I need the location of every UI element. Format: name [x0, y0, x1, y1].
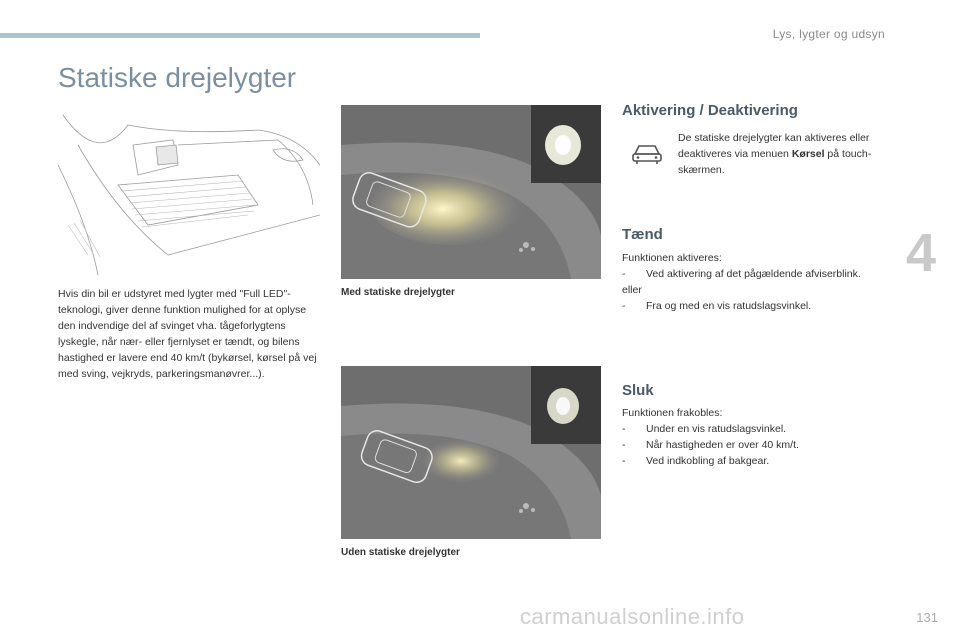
aktivering-text-before: De statiske drejelygter kan aktiveres eller deaktiveres via menuen — [678, 132, 870, 160]
taend-or: eller — [622, 284, 642, 296]
aktivering-text-after: på touch-skærmen. — [678, 148, 872, 176]
sluk-block — [622, 405, 887, 469]
sluk-lead: Funktionen frakobles: — [622, 407, 723, 419]
aktivering-text — [678, 130, 888, 178]
photo-with-cornering-lights — [341, 105, 601, 279]
sluk-item-1: Under en vis ratudslagsvinkel. — [646, 423, 787, 435]
heading-sluk: Sluk — [622, 382, 654, 399]
heading-taend: Tænd — [622, 226, 663, 243]
watermark: carmanualsonline.info — [520, 604, 745, 629]
sluk-item-3: Ved indkobling af bakgear. — [646, 455, 770, 467]
header-accent-bar — [0, 33, 480, 38]
caption-without-cornering: Uden statiske drejelygter — [341, 547, 460, 558]
taend-item-2: Fra og med en vis ratudslagsvinkel. — [646, 300, 812, 312]
menu-name: Kørsel — [791, 148, 825, 160]
sluk-item-2: Når hastigheden er over 40 km/t. — [646, 439, 799, 451]
taend-item-1: Ved aktivering af det pågældende afviserblink. — [646, 268, 861, 280]
intro-paragraph: Hvis din bil er udstyret med lygter med "Full LED"-teknologi, giver denne funktion mulighed for at oplyse den indvendige del af svinget vha. tågeforlygtens lyskegle, når nær- eller fjernlyset er tændt, og bilens hastighed er lavere end 40 km/t (bykørsel, kørsel på vej med sving, vejkryds, parkeringsmanøvrer...). — [58, 288, 317, 380]
page-title: Statiske drejelygter — [58, 62, 297, 93]
list-item: - Når hastigheden er over 40 km/t. — [622, 439, 799, 451]
list-item: - Ved aktivering af det pågældende afviserblink. — [622, 268, 861, 280]
section-title: Lys, lygter og udsyn — [772, 27, 885, 41]
taend-block — [622, 250, 887, 314]
list-item: - Fra og med en vis ratudslagsvinkel. — [622, 300, 812, 312]
list-item: - Under en vis ratudslagsvinkel. — [622, 423, 787, 435]
photo-without-cornering-lights — [341, 366, 601, 539]
list-item: - Ved indkobling af bakgear. — [622, 455, 770, 467]
chapter-number: 4 — [905, 223, 936, 283]
heading-aktivering: Aktivering / Deaktivering — [622, 102, 798, 119]
page-number: 131 — [916, 610, 938, 625]
caption-with-cornering: Med statiske drejelygter — [341, 287, 455, 298]
car-front-icon — [631, 142, 663, 166]
taend-lead: Funktionen aktiveres: — [622, 252, 722, 264]
fog-lamp-illustration — [58, 105, 320, 275]
